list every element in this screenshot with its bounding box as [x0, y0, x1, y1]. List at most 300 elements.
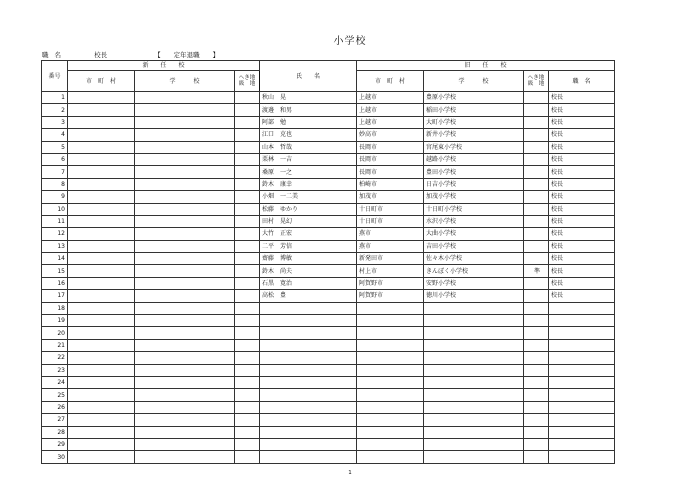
- old-school-cell: [424, 426, 524, 438]
- old-city-cell: [357, 401, 424, 413]
- new-city-cell: [68, 401, 135, 413]
- new-city-cell: [68, 451, 135, 463]
- new-school-cell: [135, 389, 235, 401]
- old-remote-cell: [524, 389, 549, 401]
- old-city-cell: 燕市: [357, 240, 424, 252]
- new-school-cell: [135, 92, 235, 104]
- name-cell: [260, 401, 357, 413]
- row-number: 20: [42, 327, 68, 339]
- new-city-cell: [68, 203, 135, 215]
- new-school-cell: [135, 364, 235, 376]
- row-number: 24: [42, 376, 68, 388]
- row-number: 21: [42, 339, 68, 351]
- old-city-cell: 長岡市: [357, 166, 424, 178]
- old-school-cell: [424, 414, 524, 426]
- table-row: [42, 116, 615, 128]
- old-city-cell: 阿賀野市: [357, 290, 424, 302]
- new-remote-cell: [235, 451, 260, 463]
- new-city-cell: [68, 327, 135, 339]
- table-row: [42, 92, 615, 104]
- old-school-cell: きんぽく小学校: [424, 265, 524, 277]
- row-number: 7: [42, 166, 68, 178]
- row-number: 11: [42, 215, 68, 227]
- name-cell: [260, 451, 357, 463]
- name-cell: 渡邊 和男: [260, 104, 357, 116]
- old-city-cell: [357, 339, 424, 351]
- new-city-cell: [68, 116, 135, 128]
- position-cell: 校長: [549, 116, 615, 128]
- old-remote-cell: 準: [524, 265, 549, 277]
- old-school-cell: [424, 438, 524, 450]
- remote-line2: 級 地: [527, 81, 545, 87]
- new-city-cell: [68, 438, 135, 450]
- old-remote-cell: [524, 414, 549, 426]
- old-school-cell: 豊田小学校: [424, 166, 524, 178]
- table-row: [42, 191, 615, 203]
- table-row: [42, 315, 615, 327]
- position-cell: [549, 327, 615, 339]
- old-city-cell: 十日町市: [357, 203, 424, 215]
- row-number: 29: [42, 438, 68, 450]
- position-cell: 校長: [549, 129, 615, 141]
- new-school-cell: [135, 116, 235, 128]
- new-city-cell: [68, 277, 135, 289]
- old-remote-cell: [524, 228, 549, 240]
- old-city-cell: 上越市: [357, 104, 424, 116]
- position-cell: 校長: [549, 290, 615, 302]
- name-cell: [260, 438, 357, 450]
- new-remote-cell: [235, 129, 260, 141]
- new-school-cell: [135, 141, 235, 153]
- position-cell: [549, 315, 615, 327]
- position-cell: [549, 401, 615, 413]
- old-remote-cell: [524, 153, 549, 165]
- table-row: [42, 401, 615, 413]
- name-cell: 石黒 寛治: [260, 277, 357, 289]
- old-remote-cell: [524, 178, 549, 190]
- new-remote-cell: [235, 376, 260, 388]
- name-cell: 鈴木 尚夫: [260, 265, 357, 277]
- old-remote-cell: [524, 364, 549, 376]
- new-school-cell: [135, 215, 235, 227]
- row-number: 14: [42, 253, 68, 265]
- new-school-cell: [135, 240, 235, 252]
- new-remote-cell: [235, 240, 260, 252]
- new-school-group-header: 新 任 校: [68, 61, 260, 71]
- new-school-cell: [135, 265, 235, 277]
- table-row: [42, 265, 615, 277]
- position-cell: 校長: [549, 228, 615, 240]
- position-cell: 校長: [549, 141, 615, 153]
- new-city-cell: [68, 414, 135, 426]
- old-remote-cell: [524, 141, 549, 153]
- name-cell: [260, 315, 357, 327]
- old-city-cell: [357, 315, 424, 327]
- position-cell: 校長: [549, 178, 615, 190]
- name-cell: 二平 芳信: [260, 240, 357, 252]
- old-city-cell: 上越市: [357, 116, 424, 128]
- new-remote-cell: [235, 116, 260, 128]
- position-cell: [549, 438, 615, 450]
- new-remote-cell: [235, 401, 260, 413]
- new-city-cell: [68, 240, 135, 252]
- position-cell: [549, 414, 615, 426]
- table-row: [42, 253, 615, 265]
- old-remote-cell: [524, 240, 549, 252]
- new-city-cell: [68, 141, 135, 153]
- row-number: 9: [42, 191, 68, 203]
- position-cell: [549, 451, 615, 463]
- new-school-cell: [135, 277, 235, 289]
- new-school-cell: [135, 451, 235, 463]
- new-city-cell: [68, 92, 135, 104]
- position-cell: [549, 364, 615, 376]
- row-number: 17: [42, 290, 68, 302]
- table-row: [42, 389, 615, 401]
- old-remote-cell: [524, 451, 549, 463]
- new-city-cell: [68, 166, 135, 178]
- name-cell: 桑原 一之: [260, 166, 357, 178]
- name-cell: [260, 414, 357, 426]
- name-cell: [260, 426, 357, 438]
- page-title: 小学校: [333, 36, 367, 47]
- new-city-cell: [68, 178, 135, 190]
- new-remote-cell: [235, 253, 260, 265]
- new-school-cell: [135, 129, 235, 141]
- new-remote-cell: [235, 228, 260, 240]
- position-label: 職名: [42, 51, 67, 59]
- old-school-cell: [424, 327, 524, 339]
- old-remote-cell: [524, 376, 549, 388]
- new-remote-cell: [235, 352, 260, 364]
- position-cell: [549, 339, 615, 351]
- col-new-school: 学 校: [135, 71, 235, 92]
- row-number: 12: [42, 228, 68, 240]
- row-number: 1: [42, 92, 68, 104]
- old-school-cell: [424, 451, 524, 463]
- row-number: 18: [42, 302, 68, 314]
- old-city-cell: 十日町市: [357, 215, 424, 227]
- new-remote-cell: [235, 315, 260, 327]
- old-city-cell: 新発田市: [357, 253, 424, 265]
- position-cell: 校長: [549, 191, 615, 203]
- new-remote-cell: [235, 104, 260, 116]
- new-city-cell: [68, 364, 135, 376]
- table-row: [42, 215, 615, 227]
- name-cell: 秋山 晃: [260, 92, 357, 104]
- old-school-cell: [424, 401, 524, 413]
- table-row: [42, 104, 615, 116]
- row-number: 15: [42, 265, 68, 277]
- table-row: [42, 352, 615, 364]
- header-line: [42, 50, 219, 59]
- new-city-cell: [68, 253, 135, 265]
- name-cell: 小畑 一二美: [260, 191, 357, 203]
- new-city-cell: [68, 302, 135, 314]
- old-school-cell: 宮尾東小学校: [424, 141, 524, 153]
- row-number: 2: [42, 104, 68, 116]
- table-row: [42, 339, 615, 351]
- position-cell: [549, 302, 615, 314]
- new-remote-cell: [235, 141, 260, 153]
- col-old-city: 市 町 村: [357, 71, 424, 92]
- new-school-cell: [135, 414, 235, 426]
- old-school-cell: 徳川小学校: [424, 290, 524, 302]
- new-remote-cell: [235, 364, 260, 376]
- new-city-cell: [68, 228, 135, 240]
- old-remote-cell: [524, 426, 549, 438]
- new-remote-cell: [235, 327, 260, 339]
- new-school-cell: [135, 203, 235, 215]
- new-school-cell: [135, 315, 235, 327]
- new-remote-cell: [235, 290, 260, 302]
- old-school-cell: 水沢小学校: [424, 215, 524, 227]
- name-cell: 田村 晃幻: [260, 215, 357, 227]
- row-number: 5: [42, 141, 68, 153]
- position-cell: [549, 426, 615, 438]
- table-row: [42, 166, 615, 178]
- new-remote-cell: [235, 166, 260, 178]
- name-cell: [260, 364, 357, 376]
- row-number: 13: [42, 240, 68, 252]
- old-school-cell: [424, 364, 524, 376]
- old-school-group-header: 旧 任 校: [357, 61, 615, 71]
- name-cell: 江口 克也: [260, 129, 357, 141]
- old-school-cell: 加茂小学校: [424, 191, 524, 203]
- new-city-cell: [68, 376, 135, 388]
- table-row: [42, 240, 615, 252]
- name-cell: 大竹 正宏: [260, 228, 357, 240]
- page-number: 1: [348, 470, 352, 476]
- name-cell: 鈴木 康幸: [260, 178, 357, 190]
- old-school-cell: [424, 315, 524, 327]
- old-city-cell: 妙高市: [357, 129, 424, 141]
- new-remote-cell: [235, 178, 260, 190]
- table-row: [42, 203, 615, 215]
- name-cell: [260, 376, 357, 388]
- old-school-cell: [424, 302, 524, 314]
- new-remote-cell: [235, 153, 260, 165]
- col-number: 番号: [42, 61, 68, 92]
- old-city-cell: [357, 414, 424, 426]
- old-remote-cell: [524, 203, 549, 215]
- position-cell: 校長: [549, 240, 615, 252]
- old-remote-cell: [524, 215, 549, 227]
- name-cell: 山本 哲哉: [260, 141, 357, 153]
- old-school-cell: 稲田小学校: [424, 104, 524, 116]
- position-cell: 校長: [549, 153, 615, 165]
- new-city-cell: [68, 352, 135, 364]
- new-remote-cell: [235, 414, 260, 426]
- new-city-cell: [68, 290, 135, 302]
- position-cell: 校長: [549, 253, 615, 265]
- old-city-cell: [357, 426, 424, 438]
- new-school-cell: [135, 153, 235, 165]
- new-remote-cell: [235, 426, 260, 438]
- new-school-cell: [135, 228, 235, 240]
- old-school-cell: 佐々木小学校: [424, 253, 524, 265]
- new-remote-cell: [235, 302, 260, 314]
- new-remote-cell: [235, 339, 260, 351]
- old-city-cell: [357, 451, 424, 463]
- new-remote-cell: [235, 215, 260, 227]
- table-row: [42, 153, 615, 165]
- old-city-cell: 柏崎市: [357, 178, 424, 190]
- new-school-cell: [135, 191, 235, 203]
- old-city-cell: 村上市: [357, 265, 424, 277]
- name-cell: 阿部 勉: [260, 116, 357, 128]
- old-school-cell: [424, 376, 524, 388]
- old-city-cell: 加茂市: [357, 191, 424, 203]
- old-city-cell: [357, 327, 424, 339]
- row-number: 3: [42, 116, 68, 128]
- row-number: 4: [42, 129, 68, 141]
- new-city-cell: [68, 389, 135, 401]
- name-cell: 高松 豊: [260, 290, 357, 302]
- row-number: 23: [42, 364, 68, 376]
- old-city-cell: [357, 389, 424, 401]
- new-city-cell: [68, 191, 135, 203]
- position-cell: 校長: [549, 215, 615, 227]
- new-city-cell: [68, 153, 135, 165]
- new-city-cell: [68, 265, 135, 277]
- row-number: 25: [42, 389, 68, 401]
- col-new-city: 市 町 村: [68, 71, 135, 92]
- old-remote-cell: [524, 166, 549, 178]
- new-remote-cell: [235, 438, 260, 450]
- old-school-cell: 越路小学校: [424, 153, 524, 165]
- table-row: [42, 376, 615, 388]
- position-cell: 校長: [549, 166, 615, 178]
- new-remote-cell: [235, 265, 260, 277]
- col-name: 氏 名: [260, 61, 357, 92]
- name-cell: [260, 302, 357, 314]
- old-remote-cell: [524, 290, 549, 302]
- table-row: [42, 290, 615, 302]
- new-remote-cell: [235, 203, 260, 215]
- old-remote-cell: [524, 116, 549, 128]
- position-cell: 校長: [549, 277, 615, 289]
- new-city-cell: [68, 215, 135, 227]
- old-remote-cell: [524, 352, 549, 364]
- old-remote-cell: [524, 438, 549, 450]
- new-school-cell: [135, 178, 235, 190]
- new-remote-cell: [235, 277, 260, 289]
- new-remote-cell: [235, 191, 260, 203]
- position-cell: [549, 376, 615, 388]
- old-remote-cell: [524, 401, 549, 413]
- new-city-cell: [68, 104, 135, 116]
- new-school-cell: [135, 352, 235, 364]
- remote-line2: 級 地: [238, 81, 256, 87]
- old-remote-cell: [524, 253, 549, 265]
- old-city-cell: [357, 376, 424, 388]
- new-school-cell: [135, 426, 235, 438]
- new-remote-cell: [235, 389, 260, 401]
- position-value: 校長: [94, 51, 108, 59]
- old-school-cell: 吉田小学校: [424, 240, 524, 252]
- name-cell: 齋藤 博敏: [260, 253, 357, 265]
- table-row: [42, 327, 615, 339]
- row-number: 26: [42, 401, 68, 413]
- col-old-school: 学 校: [424, 71, 524, 92]
- new-school-cell: [135, 166, 235, 178]
- table-row: [42, 451, 615, 463]
- position-cell: 校長: [549, 104, 615, 116]
- new-school-cell: [135, 104, 235, 116]
- old-city-cell: [357, 364, 424, 376]
- old-city-cell: 上越市: [357, 92, 424, 104]
- name-cell: 松藤 ゆかり: [260, 203, 357, 215]
- name-cell: [260, 389, 357, 401]
- position-cell: [549, 352, 615, 364]
- old-remote-cell: [524, 191, 549, 203]
- old-school-cell: [424, 339, 524, 351]
- new-school-cell: [135, 327, 235, 339]
- row-number: 27: [42, 414, 68, 426]
- table-row: [42, 277, 615, 289]
- old-school-cell: 大町小学校: [424, 116, 524, 128]
- name-cell: 栗林 一吉: [260, 153, 357, 165]
- table-row: [42, 178, 615, 190]
- position-cell: 校長: [549, 265, 615, 277]
- name-cell: [260, 327, 357, 339]
- col-old-remote: [524, 71, 549, 92]
- position-cell: 校長: [549, 92, 615, 104]
- new-school-cell: [135, 376, 235, 388]
- old-city-cell: [357, 302, 424, 314]
- old-remote-cell: [524, 302, 549, 314]
- old-remote-cell: [524, 92, 549, 104]
- old-school-cell: 大曲小学校: [424, 228, 524, 240]
- row-number: 16: [42, 277, 68, 289]
- table-row: [42, 414, 615, 426]
- old-school-cell: [424, 352, 524, 364]
- new-city-cell: [68, 315, 135, 327]
- old-remote-cell: [524, 315, 549, 327]
- table-row: [42, 228, 615, 240]
- remote-line1: へき地: [238, 75, 256, 81]
- remote-line1: へき地: [527, 75, 545, 81]
- old-remote-cell: [524, 129, 549, 141]
- old-remote-cell: [524, 277, 549, 289]
- row-number: 6: [42, 153, 68, 165]
- table-row: [42, 426, 615, 438]
- new-school-cell: [135, 290, 235, 302]
- new-remote-cell: [235, 92, 260, 104]
- old-remote-cell: [524, 104, 549, 116]
- position-cell: [549, 389, 615, 401]
- retirement-note: 【 定年退職 】: [154, 51, 220, 59]
- col-position: 職 名: [549, 71, 615, 92]
- position-cell: 校長: [549, 203, 615, 215]
- old-city-cell: [357, 352, 424, 364]
- row-number: 10: [42, 203, 68, 215]
- personnel-table: [41, 60, 615, 464]
- row-number: 30: [42, 451, 68, 463]
- col-new-remote: [235, 71, 260, 92]
- old-city-cell: 長岡市: [357, 141, 424, 153]
- new-city-cell: [68, 339, 135, 351]
- table-row: [42, 438, 615, 450]
- new-city-cell: [68, 426, 135, 438]
- old-school-cell: 日吉小学校: [424, 178, 524, 190]
- new-school-cell: [135, 253, 235, 265]
- name-cell: [260, 339, 357, 351]
- new-school-cell: [135, 302, 235, 314]
- row-number: 19: [42, 315, 68, 327]
- old-city-cell: [357, 438, 424, 450]
